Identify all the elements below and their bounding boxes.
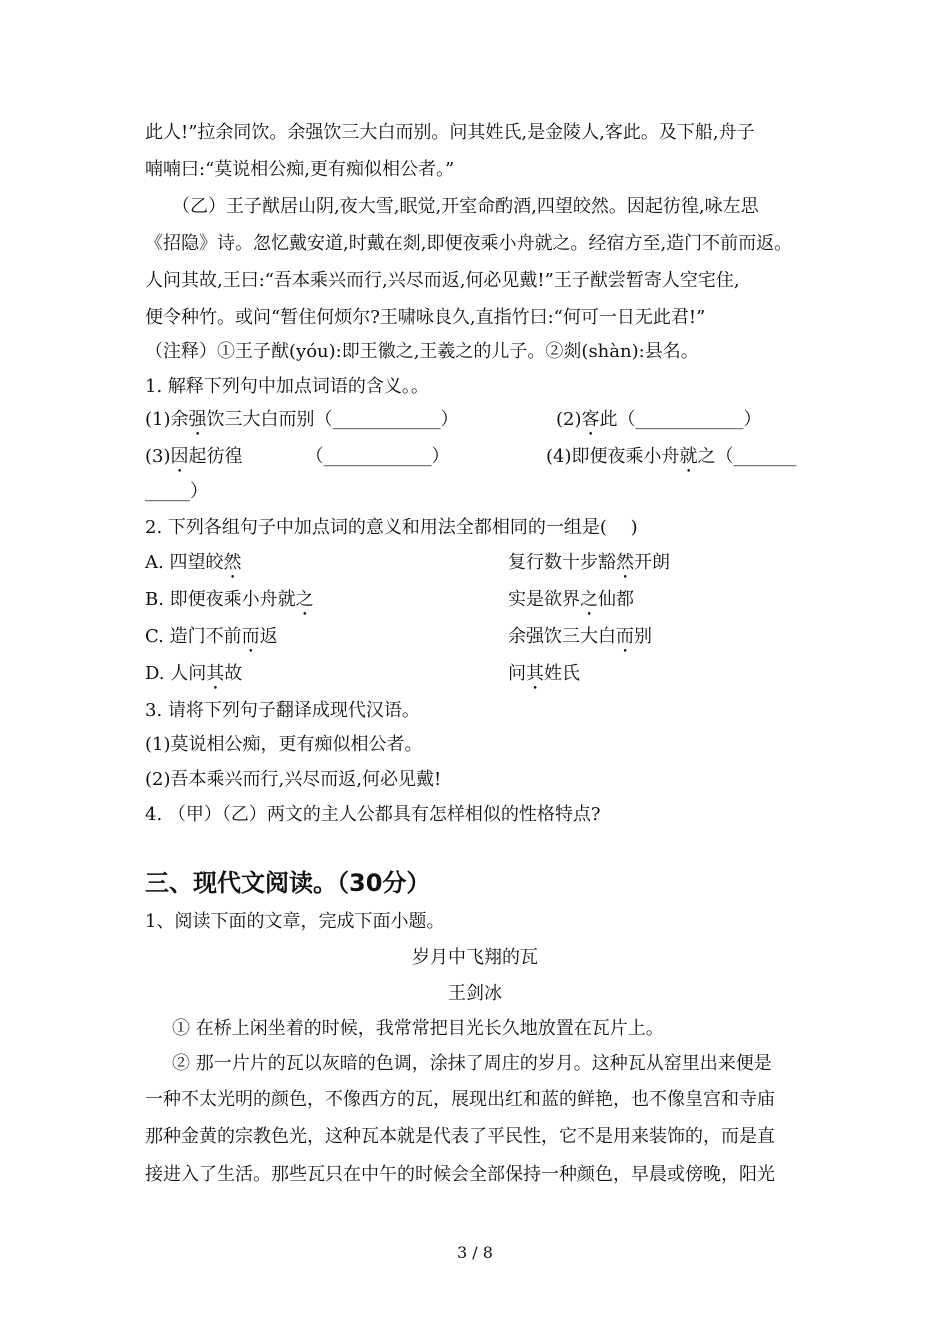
q2-option-d-compare: 问其姓氏 [508,663,580,684]
question-3-title: 3. 请将下列句子翻译成现代汉语。 [145,700,420,721]
q2-option-a: A. 四望皎然 [145,552,242,573]
section-heading: 三、现代文阅读。（30分） [145,869,431,897]
section-intro: 1、阅读下面的文章，完成下面小题。 [145,911,445,932]
passage-line: 喃喃曰:“莫说相公痴,更有痴似相公者。” [145,159,455,180]
passage-line: 人问其故,王曰:“吾本乘兴而行,兴尽而返,何必见戴!”王子猷尝暂寄人空宅住, [145,270,740,291]
q1-item: (1)余强饮三大白而别（____________） [145,409,459,430]
article-line: 接进入了生活。那些瓦只在中午的时候会全部保持一种颜色，早晨或傍晚，阳光 [145,1164,775,1185]
q2-option-c-compare: 余强饮三大白而别 [508,626,652,647]
question-4-title: 4. （甲）（乙）两文的主人公都具有怎样相似的性格特点? [145,804,601,825]
article-title: 岁月中飞翔的瓦 [412,947,538,968]
q2-option-a-compare: 复行数十步豁然开朗 [508,552,670,573]
article-line: ① 在桥上闲坐着的时候，我常常把目光长久地放置在瓦片上。 [172,1018,664,1039]
q2-option-b: B. 即便夜乘小舟就之 [145,589,314,610]
passage-line: （乙）王子猷居山阴,夜大雪,眠觉,开室命酌酒,四望皎然。因起彷徨,咏左思 [172,196,759,217]
page-number: 3 / 8 [457,1243,493,1262]
article-line: 那种金黄的宗教色光，这种瓦本就是代表了平民性，它不是用来装饰的，而是直 [145,1126,775,1147]
q1-item: (2)客此（____________） [556,409,762,430]
passage-line: 此人!”拉余同饮。余强饮三大白而别。问其姓氏,是金陵人,客此。及下船,舟子 [145,122,755,143]
article-line: 一种不太光明的颜色，不像西方的瓦，展现出红和蓝的鲜艳，也不像皇宫和寺庙 [145,1089,775,1110]
q2-option-b-compare: 实是欲界之仙都 [508,589,634,610]
article-line: ② 那一片片的瓦以灰暗的色调，涂抹了周庄的岁月。这种瓦从窑里出来便是 [172,1053,772,1074]
q1-item: (4)即便夜乘小舟就之（_______ [546,446,797,467]
q1-item: (3)因起彷徨 （____________） [145,446,450,467]
q3-item: (1)莫说相公痴，更有痴似相公者。 [145,734,423,755]
q3-item: (2)吾本乘兴而行,兴尽而返,何必见戴! [145,769,442,790]
question-1-title: 1. 解释下列句中加点词语的含义。。 [145,376,429,397]
passage-line: 便令种竹。或问“暂住何烦尔?王啸咏良久,直指竹曰:“何可一日无此君!” [145,307,706,328]
q1-wrap: _____） [145,481,208,502]
question-2-title: 2. 下列各组句子中加点词的意义和用法全都相同的一组是( ) [145,517,638,538]
passage-line: 《招隐》诗。忽忆戴安道,时戴在剡,即便夜乘小舟就之。经宿方至,造门不前而返。 [145,233,793,254]
annotation: （注释）①王子猷(yóu):即王徽之,王羲之的儿子。②剡(shàn):县名。 [145,341,699,362]
article-author: 王剑冰 [448,983,502,1004]
q2-option-d: D. 人问其故 [145,663,243,684]
q2-option-c: C. 造门不前而返 [145,626,278,647]
